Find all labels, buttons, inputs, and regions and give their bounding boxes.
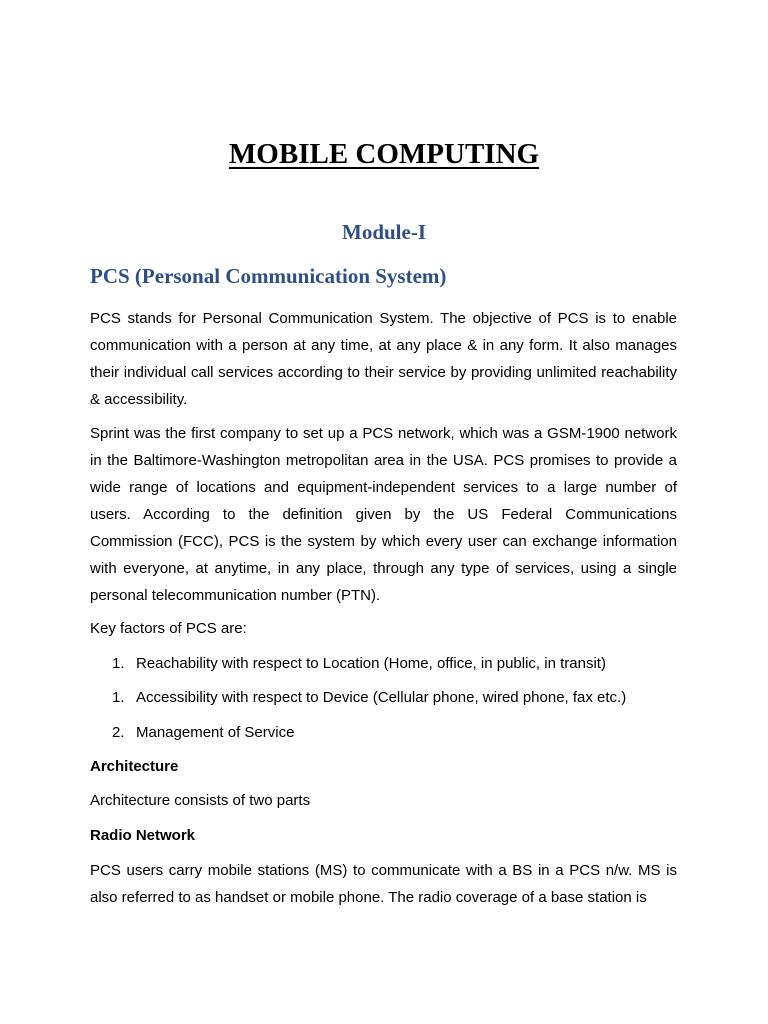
- text-line: with everyone, at anytime, in any place, through any type of services, using a single: [90, 560, 677, 577]
- text-line: their individual call services according to their service by providing unlimited reachability: [90, 364, 677, 381]
- key-factors-intro: Key factors of PCS are:: [90, 620, 247, 637]
- text-line: also referred to as handset or mobile phone. The radio coverage of a base station is: [90, 889, 647, 906]
- text-line: & accessibility.: [90, 391, 188, 408]
- paragraph-radio-network: [90, 857, 677, 911]
- list-item-text: Management of Service: [136, 724, 295, 741]
- text-line: PCS stands for Personal Communication System. The objective of PCS is to enable: [90, 310, 677, 327]
- list-item-text: Reachability with respect to Location (Home, office, in public, in transit): [136, 655, 606, 672]
- list-item: [112, 719, 294, 746]
- radio-network-heading: Radio Network: [90, 827, 196, 844]
- list-number: 1.: [112, 689, 125, 706]
- architecture-heading: Architecture: [90, 758, 179, 775]
- list-number: 2.: [112, 724, 125, 741]
- text-line: wide range of locations and equipment-independent services to a large number of: [90, 479, 677, 496]
- text-line: personal telecommunication number (PTN).: [90, 587, 381, 604]
- text-line: Commission (FCC), PCS is the system by which every user can exchange information: [90, 533, 677, 550]
- text-line: users. According to the definition given by the US Federal Communications: [90, 506, 677, 523]
- document-title: MOBILE COMPUTING: [228, 138, 540, 170]
- paragraph-sprint-history: [90, 420, 677, 609]
- list-item: [112, 684, 626, 711]
- text-line: communication with a person at any time, at any place & in any form. It also manages: [90, 337, 677, 354]
- text-line: PCS users carry mobile stations (MS) to communicate with a BS in a PCS n/w. MS is: [90, 862, 677, 879]
- text-line: Sprint was the first company to set up a PCS network, which was a GSM-1900 network: [90, 425, 677, 442]
- list-item-text: Accessibility with respect to Device (Cellular phone, wired phone, fax etc.): [136, 689, 627, 706]
- architecture-text: Architecture consists of two parts: [90, 792, 311, 809]
- section-heading: PCS (Personal Communication System): [90, 264, 447, 288]
- text-line: in the Baltimore-Washington metropolitan area in the USA. PCS promises to provide a: [90, 452, 677, 469]
- paragraph-pcs-definition: [90, 305, 677, 413]
- list-number: 1.: [112, 655, 125, 672]
- list-item: [112, 650, 606, 677]
- module-heading: Module-I: [342, 220, 426, 244]
